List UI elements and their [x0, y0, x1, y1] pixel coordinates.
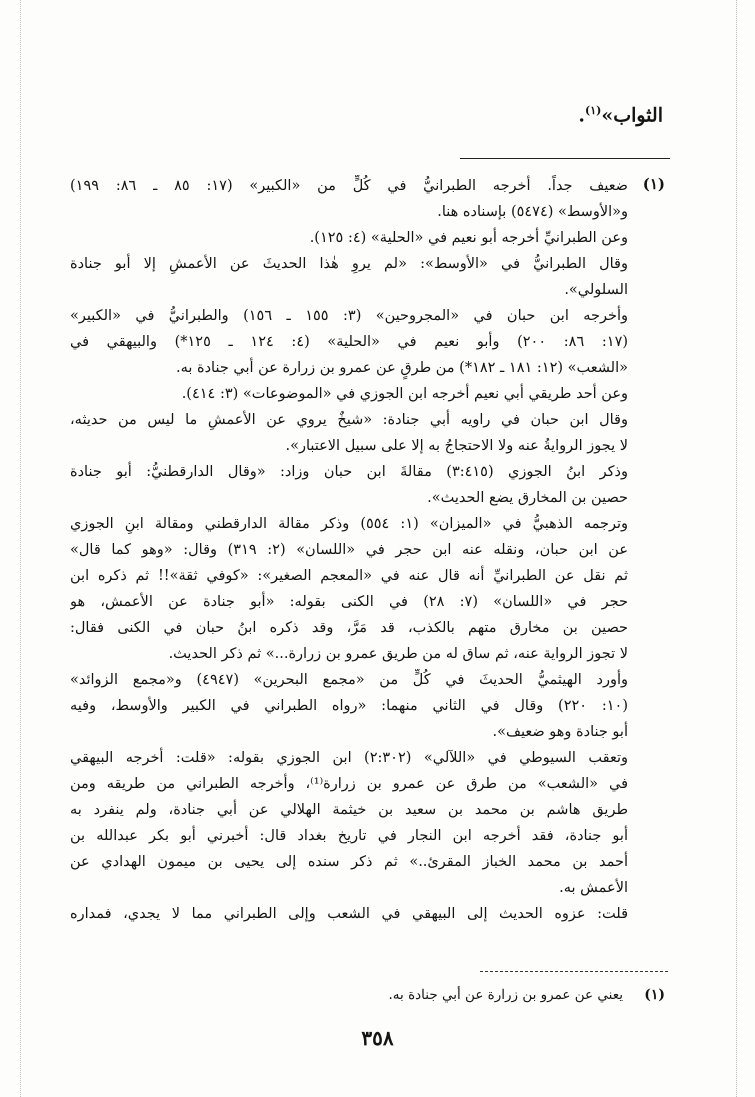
- note-line: أبو جنادة وهو ضعيف».: [492, 724, 628, 740]
- section-heading: [578, 104, 663, 126]
- note-line: وترجمه الذهبيُّ في «الميزان» (١: ٥٥٤) وذكر مقالة الدارقطني ومقالة ابنِ الجوزي: [70, 516, 628, 532]
- heading-footnote-ref: (١): [584, 104, 602, 117]
- footnote-number: (١): [644, 987, 665, 1003]
- note-line: لا يجوز الروايةُ عنه ولا الاحتجاجُ به إلا على سبيل الاعتبار».: [285, 438, 628, 454]
- note-line: حصين بن مخارق متهم بالكذب، قد مَرَّ، وقد ذكره ابنُ حبان في الكنى فقال:: [70, 620, 628, 636]
- note-line: حصين بن المخارق يضع الحديث».: [427, 490, 628, 506]
- note-line: (١٠: ٢٢٠) وقال في الثاني منهما: «رواه الطبراني في الكبير والأوسط، وفيه: [70, 698, 628, 714]
- note-separator-rule: [460, 158, 670, 159]
- note-line: ضعيف جداً. أخرجه الطبرانيُّ في كُلٍّ من «الكبير» (١٧: ٨٥ ـ ٨٦: ١٩٩): [70, 178, 628, 194]
- note-line: وعن أحد طريقي أبي نعيم أخرجه ابن الجوزي في «الموضوعات» (٣: ٤١٤).: [181, 386, 628, 402]
- note-line: عن ابن حبان، ونقله عنه ابن حجر في «اللسان» (٢: ٣١٩) وقال: «وهو كما قال»: [70, 542, 628, 558]
- note-line: «الشعب» (١٢: ١٨١ ـ ١٨٢*) من طرقٍ عن عمرو بن زرارة عن أبي جنادة به.: [175, 360, 628, 376]
- note-line: وذكر ابنُ الجوزي (٣:٤١٥) مقالةَ ابن حبان وزاد: «وقال الدارقطنيُّ: أبو جنادة: [70, 464, 628, 480]
- note-line: وقال ابن حبان في راويه أبي جنادة: «شيخٌ يروي عن الأعمشِ ما ليس من حديثه،: [70, 412, 628, 428]
- footnote-separator-rule: [480, 971, 668, 972]
- note-line: أبو جنادة، فقد أخرجه ابن النجار في تاريخ بغداد قال: أخبرني أبو بكر عبدالله بن: [70, 828, 628, 844]
- note-line: طريق هاشم بن محمد بن سعيد بن خيثمة الهلالي عن أبي جنادة، ولم ينفرد به: [70, 802, 628, 818]
- note-line: ثم نقل عن الطبرانيِّ أنه قال عنه في «المعجم الصغير»: «كوفي ثقة»!! ثم ذكره ابن: [70, 568, 628, 584]
- note-line: وأخرجه ابن حبان في «المجروحين» (٣: ١٥٥ ـ ١٥٦) والطبرانيُّ في «الكبير»: [70, 308, 628, 324]
- note-line: قلت: عزوه الحديث إلى البيهقي في الشعب وإلى الطبراني مما لا يجدي، فمداره: [70, 906, 628, 922]
- margin-dotted-line-right: [736, 0, 737, 1097]
- heading-end: .: [578, 104, 585, 127]
- margin-dotted-line-left: [20, 0, 21, 1097]
- note-line: وعن الطبرانيِّ أخرجه أبو نعيم في «الحلية» (٤: ١٢٥).: [309, 230, 628, 246]
- note-line: وأورد الهيثميُّ الحديثَ في كُلٍّ من «مجمع البحرين» (٤٩٤٧) و«مجمع الزوائد»: [70, 672, 628, 688]
- page-number: ٣٥٨: [361, 1026, 394, 1050]
- note-line: الأعمش به.: [559, 880, 628, 896]
- heading-text: الثواب»: [601, 104, 663, 127]
- note-number: (١): [642, 175, 665, 193]
- note-line: السلولي».: [564, 282, 628, 298]
- note-line: وقال الطبرانيُّ في «الأوسط»: «لم يروِ هٰذا الحديثَ عن الأعمشِ إلا أبو جنادة: [70, 256, 628, 272]
- note-line: و«الأوسط» (٥٤٧٤) بإسناده هنا.: [437, 204, 628, 220]
- note-line: أحمد بن محمد الخباز المقرئ..» ثم ذكر سنده إلى يحيى بن ميمون الهدادي عن: [70, 854, 628, 870]
- note-line: حجر في «اللسان» (٧: ٢٨) في الكنى بقوله: «أبو جنادة عن الأعمش، هو: [70, 594, 628, 610]
- note-line: في «الشعب» من طرق عن عمرو بن زرارة⁽¹⁾، وأخرجه الطبراني من طريقه ومن: [70, 776, 628, 792]
- note-line: لا تجوز الرواية عنه، ثم ساق له من طريق عمرو بن زرارة...» ثم ذكر الحديث.: [168, 646, 628, 662]
- note-line: (١٧: ٨٦: ٢٠٠) وأبو نعيم في «الحلية» (٤: ١٢٤ ـ ١٢٥*) والبيهقي في: [70, 334, 628, 350]
- footnote-text: يعني عن عمرو بن زرارة عن أبي جنادة به.: [388, 987, 623, 1003]
- note-line: وتعقب السيوطي في «اللآلي» (٢:٣٠٢) ابن الجوزي بقوله: «قلت: أخرجه البيهقي: [70, 750, 628, 766]
